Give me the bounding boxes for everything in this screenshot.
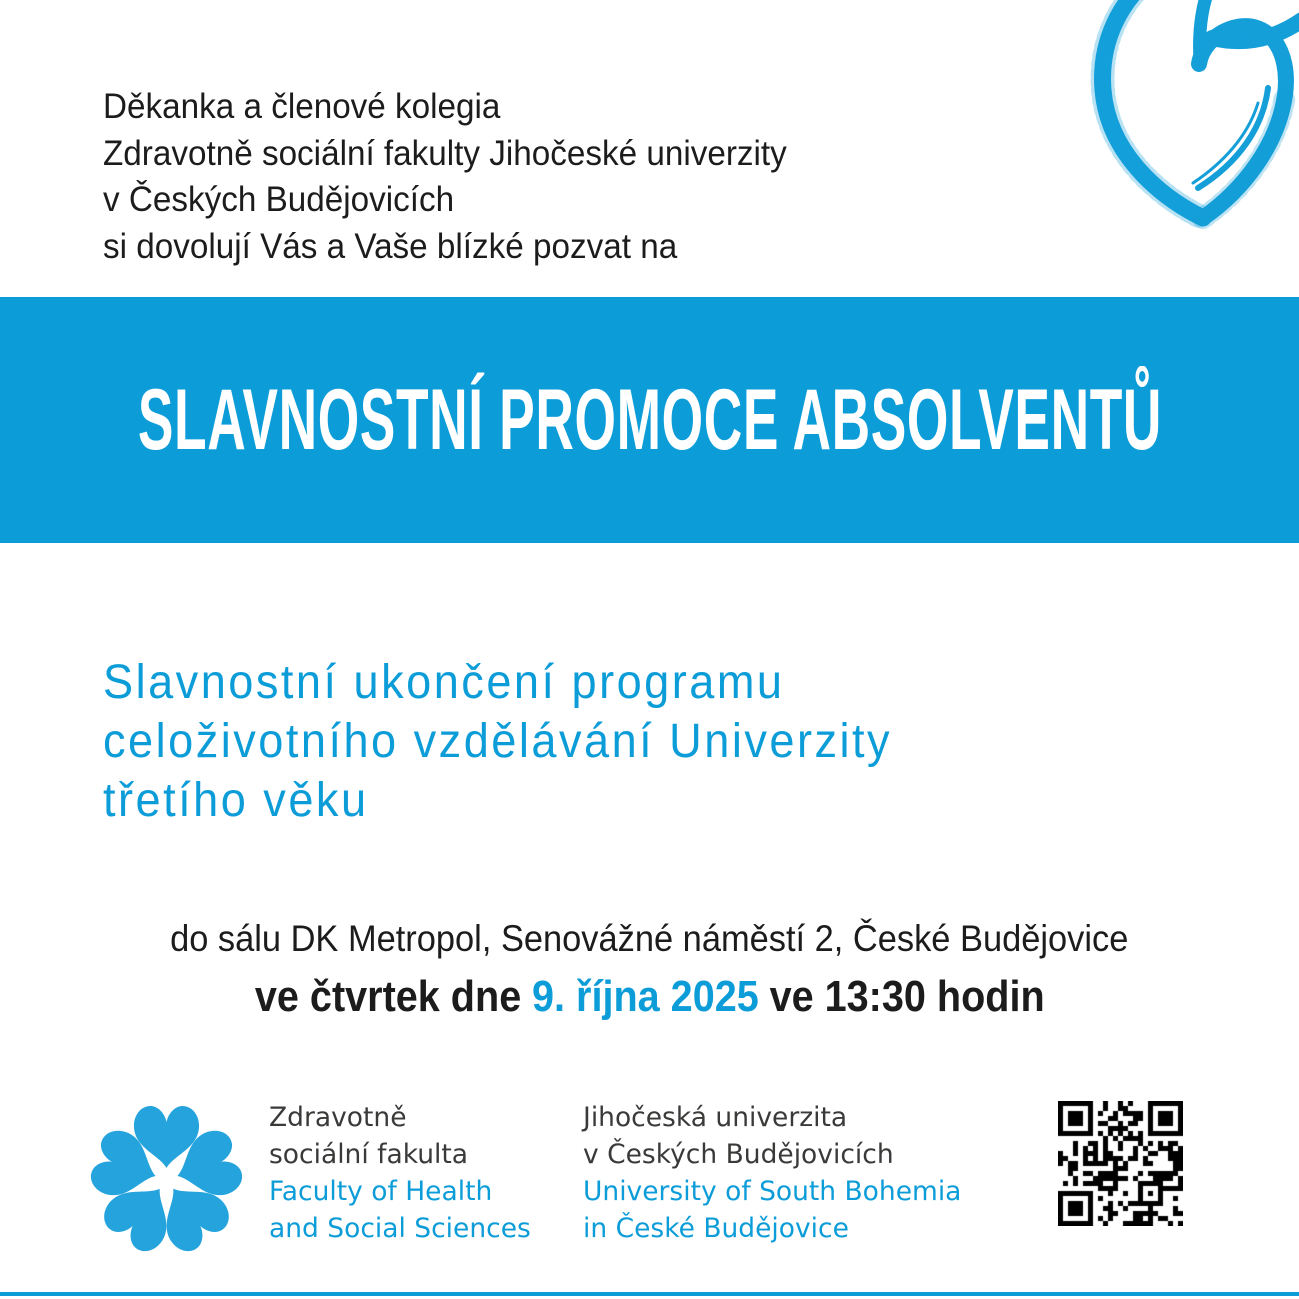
date-suffix: ve 13:30 hodin — [769, 972, 1045, 1021]
venue-line — [0, 918, 1299, 960]
faculty-name-cz: sociální fakulta — [269, 1139, 469, 1170]
bottom-accent-bar — [0, 1292, 1299, 1296]
event-title: SLAVNOSTNÍ PROMOCE ABSOLVENTŮ — [137, 371, 1162, 468]
title-banner — [0, 297, 1299, 543]
brush-heart-logo — [1062, 0, 1299, 242]
subtitle-line: třetího věku — [103, 774, 369, 827]
university-name-block — [583, 1099, 961, 1247]
faculty-name-block — [269, 1099, 531, 1247]
faculty-name-cz: Zdravotně — [269, 1102, 407, 1133]
intro-line: Děkanka a členové kolegia — [103, 87, 501, 126]
faculty-clover-logo — [90, 1103, 243, 1256]
subtitle-line: celoživotního vzdělávání Univerzity — [103, 715, 893, 768]
venue-text: do sálu DK Metropol, Senovážné náměstí 2, České Budějovice — [170, 918, 1129, 959]
date-line — [0, 972, 1299, 1022]
faculty-name-en: and Social Sciences — [269, 1213, 531, 1244]
date-highlight: 9. října 2025 — [531, 972, 759, 1021]
clover-icon — [90, 1103, 243, 1256]
qr-code — [1058, 1101, 1183, 1226]
university-name-en: University of South Bohemia — [583, 1176, 962, 1207]
university-name-cz: Jihočeská univerzita — [583, 1102, 848, 1133]
university-name-cz: v Českých Budějovicích — [583, 1139, 894, 1170]
intro-line: v Českých Budějovicích — [103, 180, 455, 219]
date-text — [255, 972, 1045, 1022]
intro-text — [103, 84, 787, 270]
heart-icon — [1062, 0, 1299, 242]
faculty-name-en: Faculty of Health — [269, 1176, 493, 1207]
intro-line: si dovolují Vás a Vaše blízké pozvat na — [103, 226, 678, 266]
date-prefix: ve čtvrtek dne — [254, 972, 521, 1021]
program-subtitle — [103, 653, 892, 830]
subtitle-line: Slavnostní ukončení programu — [103, 656, 785, 709]
intro-line: Zdravotně sociální fakulty Jihočeské univerzity — [103, 133, 787, 173]
university-name-en: in České Budějovice — [583, 1213, 849, 1244]
